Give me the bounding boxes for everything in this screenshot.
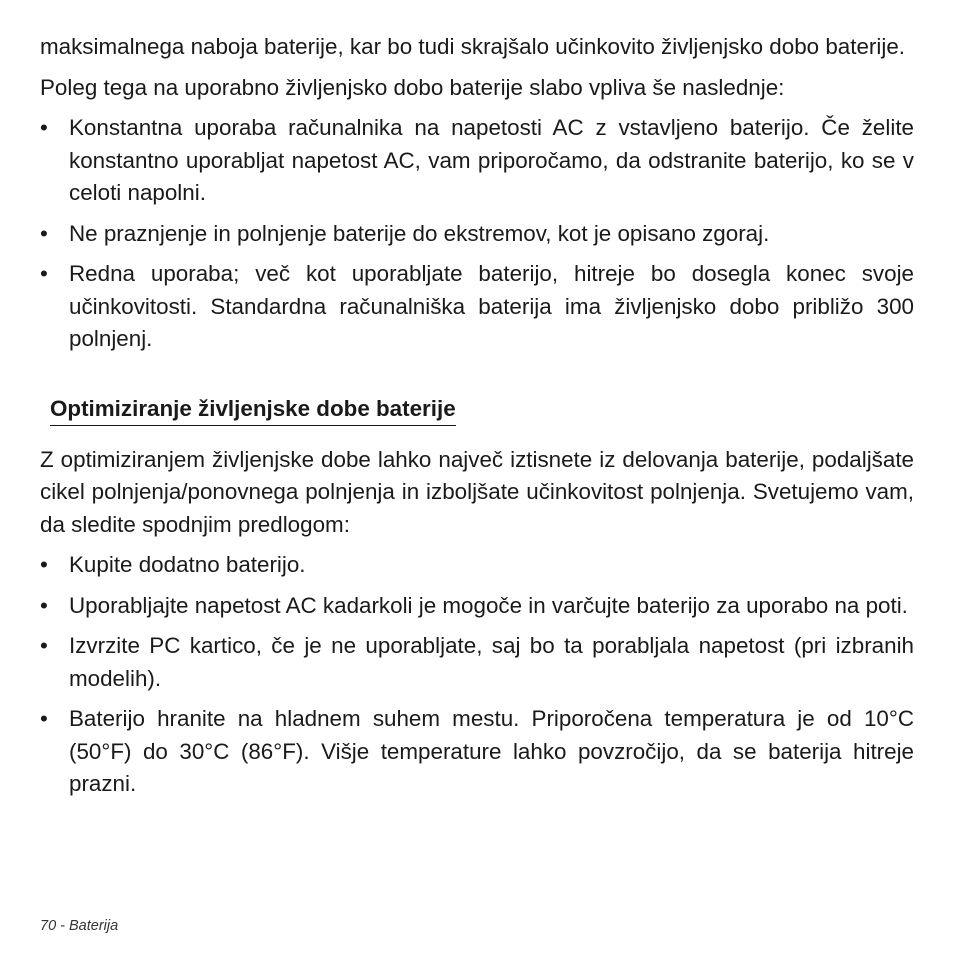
list-item-text: Izvrzite PC kartico, če je ne uporabljate, saj bo ta porabljala napetost (pri izbranih modelih).: [69, 633, 914, 691]
list-item: [40, 703, 914, 801]
bullet-marker: •: [40, 706, 48, 731]
list-item: [40, 218, 914, 251]
section-heading: Optimiziranje življenjske dobe baterije: [50, 394, 456, 426]
list-item-text: Ne praznjenje in polnjenje baterije do ekstremov, kot je opisano zgoraj.: [69, 220, 770, 246]
bullet-marker: •: [40, 592, 48, 618]
list-item-text: Kupite dodatno baterijo.: [69, 552, 306, 577]
list-item-text: Konstantna uporaba računalnika na napetosti AC z vstavljeno baterijo. Če želite konstantno uporabljat napetost AC, vam priporočamo, da odstranite baterijo, ko se v celoti napolni.: [69, 115, 914, 205]
bullet-marker: •: [40, 220, 48, 246]
page-footer: 70 - Baterija: [40, 918, 119, 934]
bullet-marker: •: [40, 633, 48, 658]
list-item-text: Baterijo hranite na hladnem suhem mestu. Priporočena temperatura je od 10°C (50°F) do 30°C (86°F). Višje temperature lahko povzročijo, da se baterija hitreje prazni.: [69, 706, 914, 796]
document-page: [40, 31, 914, 809]
factors-list: [40, 112, 914, 356]
list-item: [40, 549, 914, 582]
list-item: [40, 630, 914, 695]
bullet-marker: •: [40, 552, 48, 577]
lead-paragraph: Poleg tega na uporabno življenjsko dobo baterije slabo vpliva še naslednje:: [40, 74, 785, 100]
tips-list: [40, 549, 914, 801]
list-item-text: Redna uporaba; več kot uporabljate baterijo, hitreje bo dosegla konec svoje učinkovitosti. Standardna računalniška baterija ima življenjsko dobo približo 300 polnjenj.: [69, 261, 914, 351]
section-paragraph: Z optimiziranjem življenjske dobe lahko največ iztisnete iz delovanja baterije, podaljšate cikel polnjenja/ponovnega polnjenja in izboljšate učinkovitost polnjenja. Svetujemo vam, da sledite spodnjim predlogom:: [40, 446, 914, 537]
list-item: [40, 590, 914, 623]
bullet-marker: •: [40, 115, 48, 140]
list-item: [40, 112, 914, 210]
list-item-text: Uporabljajte napetost AC kadarkoli je mogoče in varčujte baterijo za uporabo na poti.: [69, 592, 908, 618]
list-item: [40, 258, 914, 356]
intro-paragraph: maksimalnega naboja baterije, kar bo tudi skrajšalo učinkovito življenjsko dobo baterije.: [40, 34, 905, 59]
bullet-marker: •: [40, 261, 48, 286]
